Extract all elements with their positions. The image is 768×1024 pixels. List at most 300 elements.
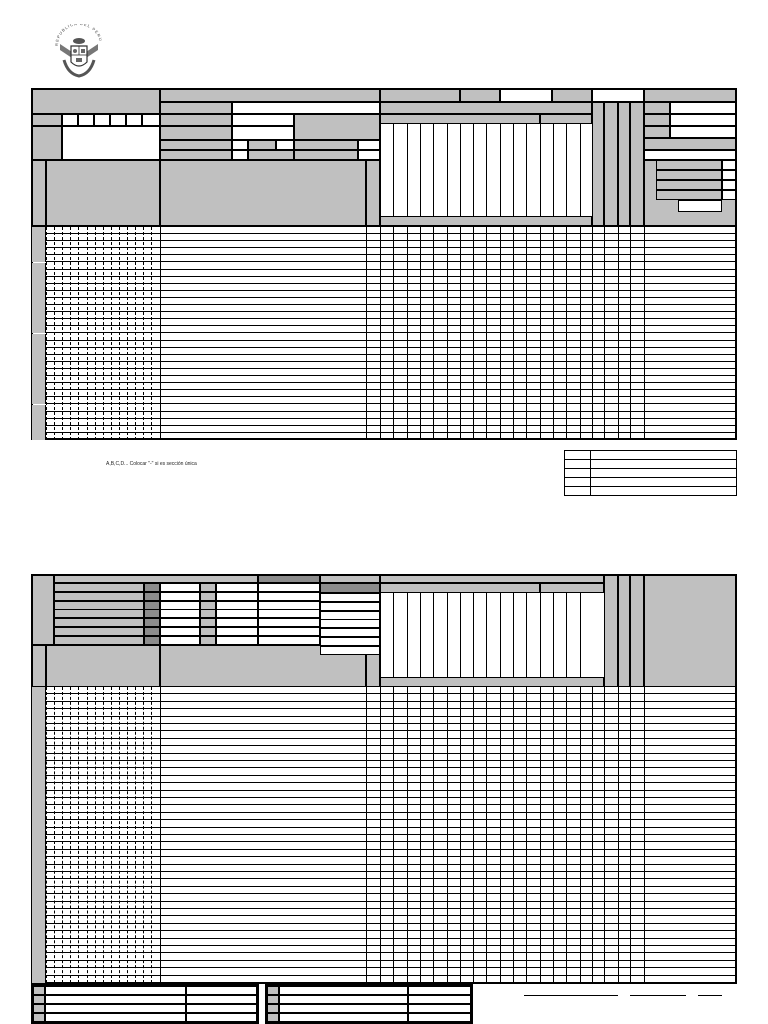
right-header-field-1[interactable]	[500, 89, 552, 102]
column-divider	[604, 687, 605, 983]
info-row-dark	[144, 592, 160, 601]
col-header-number	[32, 160, 46, 226]
subject-grade-divider	[380, 687, 381, 983]
footer-desc-cell[interactable]	[45, 986, 186, 995]
info-row-dark	[144, 636, 160, 645]
row-number-cell	[32, 334, 46, 341]
row-number-cell	[32, 405, 46, 412]
info-label-1	[644, 102, 670, 114]
column-divider	[592, 227, 593, 440]
info-row-dark	[144, 618, 160, 627]
row-number-cell	[32, 270, 46, 277]
subject-grade-divider	[513, 687, 514, 983]
code-digit-divider	[111, 227, 112, 440]
subject-column-divider	[500, 593, 501, 687]
summary-col-4	[630, 102, 644, 226]
row-number-cell	[32, 305, 46, 312]
footer-value-cell[interactable]	[186, 995, 257, 1004]
row-number-cell	[32, 702, 46, 709]
code-digit-divider	[54, 227, 55, 440]
code-digit-divider	[143, 227, 144, 440]
subject-column-divider	[420, 124, 421, 226]
code-digit-divider	[151, 687, 152, 983]
subject-column-divider	[420, 593, 421, 687]
row-number-cell	[32, 746, 46, 753]
subject-grade-divider	[473, 227, 474, 440]
footer-desc-cell[interactable]	[45, 1013, 186, 1022]
code-box-2[interactable]	[78, 114, 94, 126]
bottom-subjects-header	[380, 575, 604, 583]
info-row-dark	[200, 592, 216, 601]
subject-column-divider	[447, 593, 448, 687]
subject-column-divider	[526, 593, 527, 687]
code-digit-divider	[78, 227, 79, 440]
subject-grade-divider	[407, 687, 408, 983]
mid-field-2[interactable]	[232, 114, 294, 126]
code-digit-divider	[143, 687, 144, 983]
footer-desc-cell[interactable]	[279, 1004, 408, 1013]
bottom-summary-col-1	[604, 575, 618, 687]
subject-grade-divider	[500, 687, 501, 983]
info-row-dark	[200, 583, 216, 592]
row-number-cell	[32, 791, 46, 798]
code-digit-divider	[62, 227, 63, 440]
mid-label-6c	[294, 150, 358, 160]
code-box-6[interactable]	[142, 114, 160, 126]
row-number-cell	[32, 857, 46, 864]
subject-column-divider	[473, 593, 474, 687]
column-divider	[618, 227, 619, 440]
code-digit-divider	[151, 227, 152, 440]
info-row-field[interactable]	[160, 592, 200, 601]
row-number-cell	[32, 739, 46, 746]
code-digit-divider	[95, 227, 96, 440]
subject-grade-divider	[393, 227, 394, 440]
bottom-subjects-sub-a	[380, 583, 540, 593]
row-number-cell	[32, 805, 46, 812]
row-number-cell	[32, 348, 46, 355]
column-divider	[604, 227, 605, 440]
info-row-field[interactable]	[320, 593, 380, 602]
row-number-cell	[32, 783, 46, 790]
mid-field-5e[interactable]	[358, 140, 380, 150]
legend-table-row	[564, 477, 737, 478]
subject-column-divider	[566, 593, 567, 687]
row-number-cell	[32, 312, 46, 319]
info-row-field[interactable]	[160, 583, 200, 592]
code-digit-divider	[135, 687, 136, 983]
row-number-cell	[32, 939, 46, 946]
footer-desc-cell[interactable]	[279, 986, 408, 995]
col-header-mark	[366, 160, 380, 226]
info-row-field[interactable]	[258, 618, 320, 627]
subject-column-divider	[393, 593, 394, 687]
info-row-field[interactable]	[258, 592, 320, 601]
stats-row-value[interactable]	[722, 190, 736, 200]
row-number-cell	[32, 241, 46, 248]
footer-index-cell	[33, 1013, 45, 1022]
subject-grade-divider	[513, 227, 514, 440]
info-row-field[interactable]	[320, 646, 380, 655]
row-number-cell	[32, 355, 46, 362]
code-digit-divider	[87, 687, 88, 983]
institution-field[interactable]	[62, 126, 160, 160]
subject-grade-divider	[580, 687, 581, 983]
mid-label-6b	[248, 150, 294, 160]
subject-grade-divider	[540, 227, 541, 440]
row-number-cell	[32, 754, 46, 761]
row-number-cell	[32, 277, 46, 284]
info-row-dark	[200, 627, 216, 636]
right-header-2	[460, 89, 500, 102]
code-digit-divider	[119, 687, 120, 983]
info-row-dark	[144, 609, 160, 618]
subject-column-divider	[486, 124, 487, 226]
footer-value-cell[interactable]	[186, 986, 257, 995]
row-number-cell	[32, 724, 46, 731]
row-number-cell	[32, 968, 46, 975]
row-number-cell	[32, 924, 46, 931]
row-number-cell	[32, 872, 46, 879]
info-row-dark	[144, 583, 160, 592]
bottom-observations-header	[644, 575, 736, 687]
info-row-field[interactable]	[160, 618, 200, 627]
stats-row	[656, 160, 722, 170]
row-number-cell	[32, 397, 46, 404]
info-row-field[interactable]	[258, 583, 320, 592]
subject-grade-divider	[566, 227, 567, 440]
legend-note: A,B,C,D... Colocar "-" si es sección única	[106, 461, 197, 467]
row-number-cell	[32, 731, 46, 738]
top-left-label-cell	[32, 114, 62, 126]
info-row-label	[54, 583, 144, 592]
info-row-field[interactable]	[160, 609, 200, 618]
code-box-1[interactable]	[62, 114, 78, 126]
code-digit-divider	[78, 687, 79, 983]
mid-label-5d	[294, 140, 358, 150]
legend-table-row	[564, 486, 737, 487]
footer-value-cell[interactable]	[186, 1004, 257, 1013]
row-number-cell	[32, 412, 46, 419]
stats-row-value[interactable]	[722, 160, 736, 170]
subject-grade-divider	[380, 227, 381, 440]
mid-label-3	[294, 114, 380, 140]
column-divider	[630, 687, 631, 983]
footer-index-cell	[33, 1004, 45, 1013]
row-number-cell	[32, 341, 46, 348]
mid-label-2	[160, 114, 232, 126]
code-digit-divider	[87, 227, 88, 440]
code-digit-divider	[95, 687, 96, 983]
info-row-field[interactable]	[160, 636, 200, 645]
subject-column-divider	[433, 124, 434, 226]
subject-column-divider	[540, 124, 541, 226]
row-number-cell	[32, 255, 46, 262]
mid-label-5	[160, 140, 232, 150]
subject-column-divider	[526, 124, 527, 226]
bottom-subjects-sub-b	[540, 583, 604, 593]
info-row-field[interactable]	[216, 618, 258, 627]
code-box-5[interactable]	[126, 114, 142, 126]
column-divider	[160, 687, 161, 983]
mid-label-1	[160, 102, 232, 114]
signature-line-1	[524, 995, 618, 996]
info-row-field[interactable]	[258, 636, 320, 645]
legend-table-row	[564, 459, 737, 460]
subject-column-divider	[553, 593, 554, 687]
row-number-cell	[32, 687, 46, 694]
footer-index-cell	[267, 1013, 279, 1022]
code-digit-divider	[127, 687, 128, 983]
info-row-field[interactable]	[320, 602, 380, 611]
row-number-cell	[32, 319, 46, 326]
info-label-4	[644, 138, 736, 150]
right-header-4	[644, 89, 736, 102]
subject-column-divider	[580, 124, 581, 226]
row-number-cell	[32, 865, 46, 872]
info-row-label	[54, 627, 144, 636]
subject-grade-divider	[486, 687, 487, 983]
col-header-code	[46, 160, 160, 226]
mid-label-5b	[248, 140, 276, 150]
info-row-field[interactable]	[320, 619, 380, 628]
subject-column-divider	[393, 124, 394, 226]
mid-field-5a[interactable]	[232, 140, 248, 150]
subject-column-divider	[500, 124, 501, 226]
row-number-cell	[32, 263, 46, 270]
subject-columns-footer	[380, 677, 604, 687]
subject-column-divider	[540, 593, 541, 687]
right-header-1	[380, 89, 460, 102]
row-number-cell	[32, 768, 46, 775]
right-header-field-2[interactable]	[592, 89, 644, 102]
national-seal-logo	[50, 24, 108, 80]
mid-field-1[interactable]	[232, 102, 380, 114]
subject-column-divider	[553, 124, 554, 226]
info-row-field[interactable]	[258, 627, 320, 636]
row-number-cell	[32, 369, 46, 376]
info-row-dark	[200, 636, 216, 645]
info-field-3[interactable]	[670, 126, 736, 138]
footer-index-cell	[267, 986, 279, 995]
bottom-left-header	[32, 575, 54, 645]
info-label-2	[644, 114, 670, 126]
bottom-col-header-number	[32, 645, 46, 687]
subject-column-divider	[380, 124, 381, 226]
subject-grade-divider	[393, 687, 394, 983]
row-number-cell	[32, 291, 46, 298]
row-number-cell	[32, 298, 46, 305]
footer-desc-cell[interactable]	[279, 1013, 408, 1022]
subject-grade-divider	[447, 687, 448, 983]
row-number-cell	[32, 717, 46, 724]
subject-column-divider	[580, 593, 581, 687]
subject-column-divider	[380, 593, 381, 687]
bottom-header-bar	[54, 575, 258, 583]
info-row-field[interactable]	[216, 583, 258, 592]
info-field-4[interactable]	[644, 150, 736, 160]
info-row-label	[54, 609, 144, 618]
code-digit-divider	[111, 687, 112, 983]
column-divider	[644, 227, 645, 440]
row-number-cell	[32, 376, 46, 383]
footer-index-cell	[267, 1004, 279, 1013]
stats-row	[656, 170, 722, 180]
row-number-cell	[32, 946, 46, 953]
summary-col-2	[604, 102, 618, 226]
row-number-cell	[32, 248, 46, 255]
subject-grade-divider	[407, 227, 408, 440]
subject-column-divider	[513, 124, 514, 226]
row-number-cell	[32, 820, 46, 827]
code-digit-divider	[127, 227, 128, 440]
info-field-1[interactable]	[670, 102, 736, 114]
info-row-field[interactable]	[320, 637, 380, 646]
info-row-field[interactable]	[216, 609, 258, 618]
row-number-cell	[32, 835, 46, 842]
subject-column-divider	[460, 124, 461, 226]
subject-grade-divider	[540, 687, 541, 983]
footer-desc-cell[interactable]	[45, 995, 186, 1004]
stats-total-field[interactable]	[678, 200, 722, 212]
mid-field-4[interactable]	[232, 126, 294, 140]
row-number-cell	[32, 931, 46, 938]
info-field-2[interactable]	[670, 114, 736, 126]
row-number-cell	[32, 813, 46, 820]
row-number-cell	[32, 798, 46, 805]
bottom-header-dark-a	[258, 575, 320, 583]
subjects-subheader-a	[380, 114, 540, 124]
row-number-cell	[32, 887, 46, 894]
footer-desc-cell[interactable]	[279, 995, 408, 1004]
summary-col-3	[618, 102, 630, 226]
column-divider	[366, 687, 367, 983]
info-row-dark	[144, 627, 160, 636]
info-row-label	[54, 636, 144, 645]
info-row-field[interactable]	[320, 628, 380, 637]
row-number-cell	[32, 894, 46, 901]
footer-value-cell[interactable]	[186, 1013, 257, 1022]
footer-value-cell[interactable]	[408, 1013, 471, 1022]
row-number-cell	[32, 879, 46, 886]
bottom-header-bar-b	[320, 575, 380, 583]
signature-line-2	[630, 995, 686, 996]
subject-grade-divider	[447, 227, 448, 440]
footer-value-cell[interactable]	[408, 995, 471, 1004]
subject-grade-divider	[460, 227, 461, 440]
subject-grade-divider	[473, 687, 474, 983]
subject-grade-divider	[500, 227, 501, 440]
subject-column-divider	[473, 124, 474, 226]
subject-grade-divider	[460, 687, 461, 983]
footer-value-cell[interactable]	[408, 986, 471, 995]
seal-text: REPUBLIC EL PERU	[53, 24, 104, 47]
info-row-field[interactable]	[160, 627, 200, 636]
code-digit-divider	[103, 227, 104, 440]
info-row-field[interactable]	[216, 592, 258, 601]
row-number-cell	[32, 842, 46, 849]
row-number-cell	[32, 284, 46, 291]
subject-grade-divider	[526, 227, 527, 440]
stats-row	[656, 190, 722, 200]
info-row-field[interactable]	[258, 609, 320, 618]
mid-label-4	[160, 126, 232, 140]
column-divider	[644, 687, 645, 983]
mid-label-6	[160, 150, 232, 160]
code-box-4[interactable]	[110, 114, 126, 126]
row-number-cell	[32, 234, 46, 241]
subject-column-divider	[447, 124, 448, 226]
code-digit-divider	[70, 227, 71, 440]
bottom-summary-col-2	[618, 575, 630, 687]
info-row-label	[54, 618, 144, 627]
mid-field-5c[interactable]	[276, 140, 294, 150]
row-number-cell	[32, 850, 46, 857]
subject-column-divider	[407, 124, 408, 226]
row-number-cell	[32, 433, 46, 440]
info-row-dark	[200, 609, 216, 618]
subject-column-divider	[460, 593, 461, 687]
subject-grade-divider	[486, 227, 487, 440]
subject-grade-divider	[553, 687, 554, 983]
subject-grade-divider	[580, 227, 581, 440]
info-row-dark	[200, 618, 216, 627]
column-divider	[366, 227, 367, 440]
subject-column-divider	[407, 593, 408, 687]
row-number-cell	[32, 776, 46, 783]
footer-desc-cell[interactable]	[45, 1004, 186, 1013]
signature-line-3	[698, 995, 722, 996]
subjects-header	[380, 102, 592, 114]
info-row-field[interactable]	[216, 627, 258, 636]
mid-field-6a[interactable]	[232, 150, 248, 160]
subject-grade-divider	[566, 687, 567, 983]
mid-header-bar	[160, 89, 380, 102]
row-number-cell	[32, 909, 46, 916]
mid-field-6d[interactable]	[358, 150, 380, 160]
row-number-cell	[32, 976, 46, 983]
code-digit-divider	[119, 227, 120, 440]
top-left-header-cell	[32, 89, 160, 114]
column-divider	[160, 227, 161, 440]
bottom-col-header-code	[46, 645, 160, 687]
row-number-cell	[32, 419, 46, 426]
subject-grade-divider	[553, 227, 554, 440]
top-left-label-cell-2	[32, 126, 62, 160]
legend-table-divider	[564, 450, 591, 496]
code-digit-divider	[103, 687, 104, 983]
row-number-cell	[32, 390, 46, 397]
code-digit-divider	[62, 687, 63, 983]
code-digit-divider	[135, 227, 136, 440]
stats-row-value[interactable]	[722, 170, 736, 180]
footer-value-cell[interactable]	[408, 1004, 471, 1013]
right-header-3	[552, 89, 592, 102]
row-number-cell	[32, 902, 46, 909]
code-box-3[interactable]	[94, 114, 110, 126]
info-label-3	[644, 126, 670, 138]
row-number-cell	[32, 916, 46, 923]
subject-column-divider	[433, 593, 434, 687]
code-digit-divider	[54, 687, 55, 983]
stats-row-value[interactable]	[722, 180, 736, 190]
row-number-cell	[32, 761, 46, 768]
row-number-cell	[32, 709, 46, 716]
row-number-cell	[32, 362, 46, 369]
row-number-cell	[32, 227, 46, 234]
row-number-cell	[32, 426, 46, 433]
info-row-field[interactable]	[216, 636, 258, 645]
